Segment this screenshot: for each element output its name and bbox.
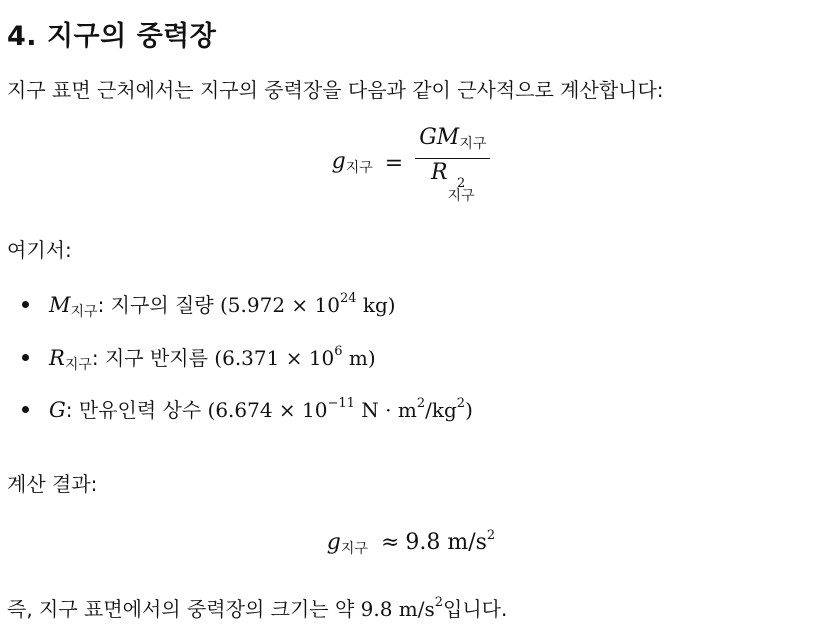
list-item: G: 만유인력 상수 ($6.674 \times 10^{-11}$ $N \cdot m^2/kg^2$) (22, 394, 473, 423)
bullet-icon (22, 354, 29, 361)
list-item: $M_{지구}$: 지구의 질량 ($5.972 \times 10^{24}$ kg) (22, 289, 396, 321)
result-label: 계산 결과: (7, 472, 98, 496)
list-item: $R_{지구}$: 지구 반지름 ($6.371 \times 10^6$ m) (22, 342, 376, 374)
conclusion-paragraph: 즉, 지구 표면에서의 중력장의 크기는 약 9.8 $m/s^2$입니다. (7, 595, 508, 621)
bullet-icon (22, 301, 29, 308)
gravity-formula (0, 124, 822, 205)
formula-lhs: $g_{지구}$ (331, 149, 373, 177)
formula-fraction (415, 124, 490, 205)
formula-equals: = (384, 150, 404, 176)
where-label: 여기서: (7, 238, 72, 262)
bullet-icon (22, 406, 29, 413)
intro-paragraph: 지구 표면 근처에서는 지구의 중력장을 다음과 같이 근사적으로 계산합니다: (7, 78, 664, 102)
section-heading: 4. 지구의 중력장 (7, 21, 217, 52)
formula-numerator: $GM_{지구}$ (419, 125, 487, 152)
formula-denominator: R 2 지구 (430, 160, 475, 205)
result-formula: $g_{지구} \approx 9.8$ $m/s^2$ (326, 528, 496, 557)
